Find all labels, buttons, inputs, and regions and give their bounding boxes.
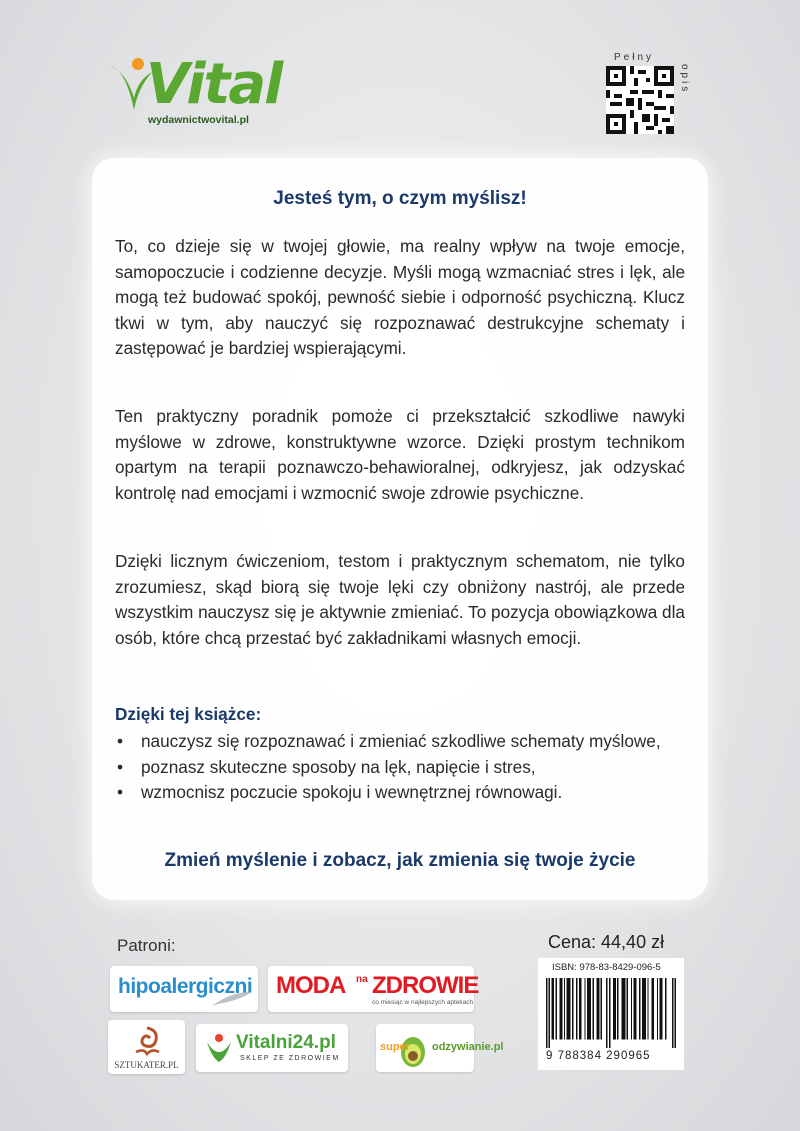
patron-name: SZTUKATER.PL (114, 1060, 179, 1070)
qr-caption-top: Pełny (614, 52, 655, 63)
barcode-number: 9 788384 290965 (546, 1050, 651, 1062)
patrons-label: Patroni: (117, 936, 176, 955)
patron-tagline: SKLEP ZE ZDROWIEM (240, 1055, 340, 1062)
qr-code-icon (606, 66, 674, 134)
patron-name (380, 1041, 503, 1053)
patron-name-part: ZDROWIE (372, 972, 479, 999)
isbn-barcode (538, 958, 684, 1070)
closing-tagline: Zmień myślenie i zobacz, jak zmienia się twoje życie (164, 850, 636, 871)
list-item: • wzmocnisz poczucie spokoju i wewnętrznej równowagi. (115, 780, 695, 806)
description-panel (92, 158, 708, 900)
paragraph-2: Ten praktyczny poradnik pomoże ci przekształcić szkodliwe nawyki myślowe w zdrowe, konstruktywne wzorce. Dzięki prostym technikom opartym na terapii poznawczo-behawioralnej, odkryjesz, jak odzyskać kontrolę nad emocjami i wzmocnić swoje zdrowie psychiczne. (115, 406, 685, 503)
list-item: • nauczysz się rozpoznawać i zmieniać szkodliwe schematy myślowe, (115, 729, 695, 755)
patron-name: hipoalergiczni (118, 975, 253, 998)
patron-logo-moda-na-zdrowie[interactable] (268, 966, 479, 1012)
patron-name-part: odzywianie.pl (431, 1041, 504, 1053)
ornament-icon (130, 1024, 164, 1058)
isbn-text: ISBN: 978-83-8429-096-5 (552, 962, 661, 973)
patron-tagline: co miesiąc w najlepszych aptekach (372, 999, 474, 1006)
patron-logo-vitalni24[interactable] (196, 1024, 348, 1072)
publisher-logo (108, 52, 282, 132)
price: Cena: 44,40 zł (548, 932, 665, 952)
feather-icon (210, 990, 254, 1008)
patron-logo-hipoalergiczni[interactable] (110, 966, 258, 1012)
paragraph-1: To, co dzieje się w twojej głowie, ma realny wpływ na twoje emocje, samopoczucie i codzienne decyzje. Myśli mogą wzmacniać stres i lęk, ale mogą też budować spokój, pewność siebie i odporność psychiczną. Klucz tkwi w tym, aby nauczyć się rozpoznawać destrukcyjne schematy i zastępować je bardziej wspierającymi. (115, 236, 685, 358)
barcode-icon (546, 978, 676, 1048)
list-item: • poznasz skuteczne sposoby na lęk, napięcie i stres, (115, 755, 695, 781)
patron-name-part: na (356, 974, 368, 985)
qr-caption-side: opis (679, 64, 690, 95)
patron-logo-sztukater[interactable] (108, 1020, 185, 1074)
benefits-list (115, 729, 695, 806)
paragraph-3: Dzięki licznym ćwiczeniom, testom i praktycznym schematom, nie tylko zrozumiesz, skąd biorą się twoje lęki czy obniżony nastrój, ale przede wszystkim nauczysz się je aktywnie zmieniać. To pozycja obowiązkowa dla osób, które chcą przestać być zakładnikami własnych emocji. (115, 551, 685, 648)
patron-name-part: super (380, 1041, 410, 1053)
headline: Jesteś tym, o czym myślisz! (273, 188, 527, 209)
qr-code-block[interactable] (600, 52, 690, 138)
benefits-title: Dzięki tej książce: (115, 704, 262, 724)
figure-icon (204, 1032, 234, 1064)
patron-name-part: MODA (276, 972, 346, 999)
logo-text: Vital (146, 52, 282, 117)
patron-logo-superodzywianie[interactable] (376, 1024, 504, 1072)
logo-url: wydawnictwovital.pl (148, 114, 249, 126)
patron-name: Vitalni24.pl (236, 1032, 336, 1053)
